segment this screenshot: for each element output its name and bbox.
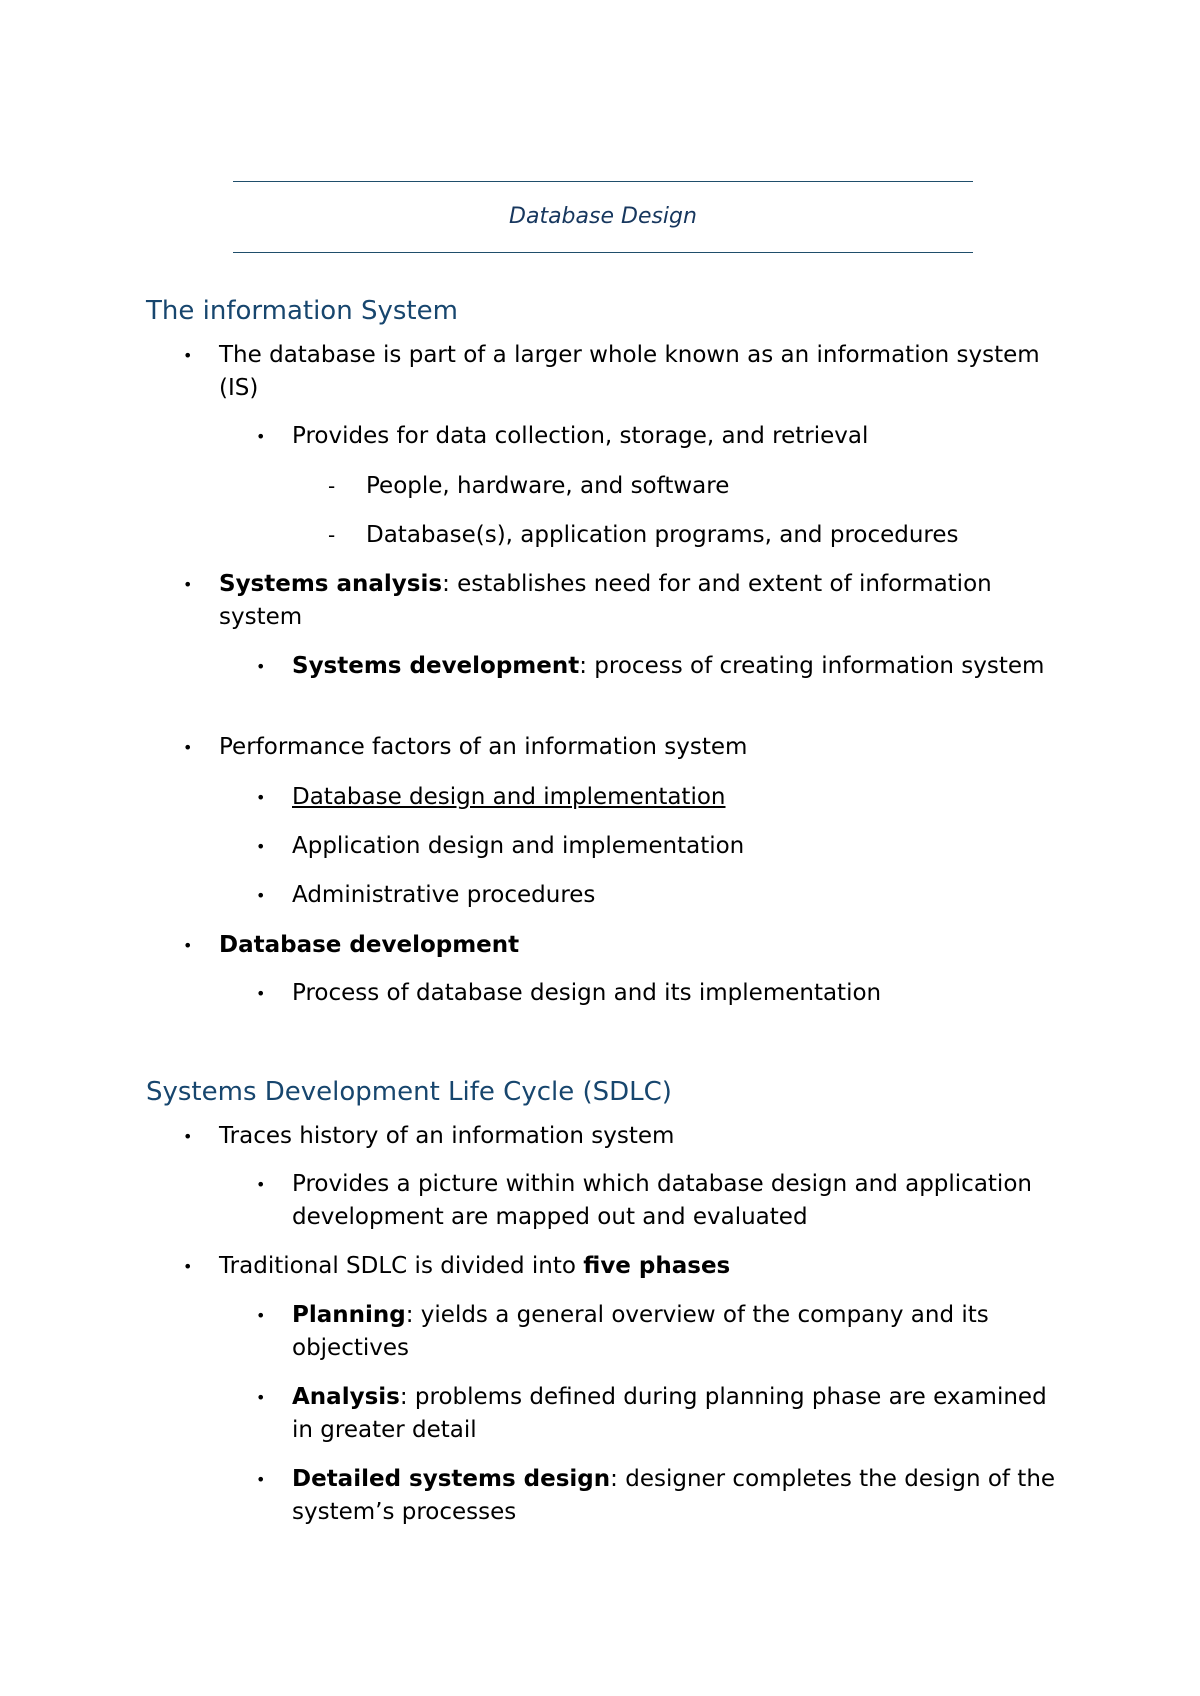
list-item bbox=[292, 1381, 1062, 1447]
document-title: Database Design bbox=[509, 204, 697, 229]
bullet-icon: • bbox=[183, 346, 193, 365]
definition-text: : yields a general overview of the company and its objectives bbox=[292, 1302, 989, 1361]
definition-text: : process of creating information system bbox=[579, 653, 1045, 679]
term-database-development: Database development bbox=[219, 932, 520, 958]
list-item bbox=[292, 1463, 1062, 1529]
term-planning: Planning bbox=[292, 1302, 406, 1328]
bullet-icon: • bbox=[183, 738, 193, 757]
list-item: Performance factors of an information system bbox=[219, 734, 748, 760]
list-item: People, hardware, and software bbox=[366, 473, 730, 499]
item-text: Traditional SDLC is divided into bbox=[219, 1253, 584, 1279]
bullet-icon: • bbox=[183, 936, 193, 955]
list-item bbox=[219, 568, 1059, 634]
list-item: Provides for data collection, storage, and retrieval bbox=[292, 423, 869, 449]
bullet-icon: • bbox=[256, 788, 266, 807]
list-item: Process of database design and its implementation bbox=[292, 980, 882, 1006]
definition-text: : designer completes the design of the system’s processes bbox=[292, 1466, 1056, 1525]
bullet-icon: • bbox=[256, 427, 266, 446]
bullet-icon: • bbox=[256, 1470, 266, 1489]
list-item bbox=[292, 1299, 1062, 1365]
bullet-icon: • bbox=[256, 837, 266, 856]
bullet-icon: • bbox=[256, 1175, 266, 1194]
list-item: Traces history of an information system bbox=[219, 1123, 675, 1149]
list-item bbox=[292, 781, 1062, 814]
bullet-icon: • bbox=[256, 886, 266, 905]
list-item: Administrative procedures bbox=[292, 882, 596, 908]
list-item bbox=[219, 929, 1059, 962]
bullet-icon: • bbox=[183, 575, 193, 594]
bullet-icon: • bbox=[256, 657, 266, 676]
bullet-icon: • bbox=[183, 1257, 193, 1276]
term-analysis: Analysis bbox=[292, 1384, 400, 1410]
section-heading-sdlc: Systems Development Life Cycle (SDLC) bbox=[146, 1077, 672, 1107]
term-systems-development: Systems development bbox=[292, 653, 580, 679]
definition-text: : problems defined during planning phase are examined in greater detail bbox=[292, 1384, 1047, 1443]
bullet-icon: • bbox=[183, 1127, 193, 1146]
list-item: The database is part of a larger whole known as an information system (IS) bbox=[219, 342, 1040, 401]
title-block bbox=[233, 181, 973, 253]
bullet-icon: • bbox=[256, 1388, 266, 1407]
dash-icon: - bbox=[328, 474, 336, 498]
list-item: Provides a picture within which database design and application development are mapped out and evaluated bbox=[292, 1171, 1032, 1230]
list-item bbox=[219, 1250, 1059, 1283]
bullet-icon: • bbox=[256, 1306, 266, 1325]
underlined-text: Database design and implementation bbox=[292, 784, 726, 810]
bullet-icon: • bbox=[256, 984, 266, 1003]
term-five-phases: five phases bbox=[583, 1253, 731, 1279]
list-item: Application design and implementation bbox=[292, 833, 745, 859]
list-item: Database(s), application programs, and procedures bbox=[366, 522, 959, 548]
list-item bbox=[292, 650, 1062, 683]
section-heading-information-system: The information System bbox=[146, 296, 458, 326]
definition-text: : establishes need for and extent of information system bbox=[219, 571, 992, 630]
dash-icon: - bbox=[328, 523, 336, 547]
term-systems-analysis: Systems analysis bbox=[219, 571, 443, 597]
term-detailed-systems-design: Detailed systems design bbox=[292, 1466, 611, 1492]
